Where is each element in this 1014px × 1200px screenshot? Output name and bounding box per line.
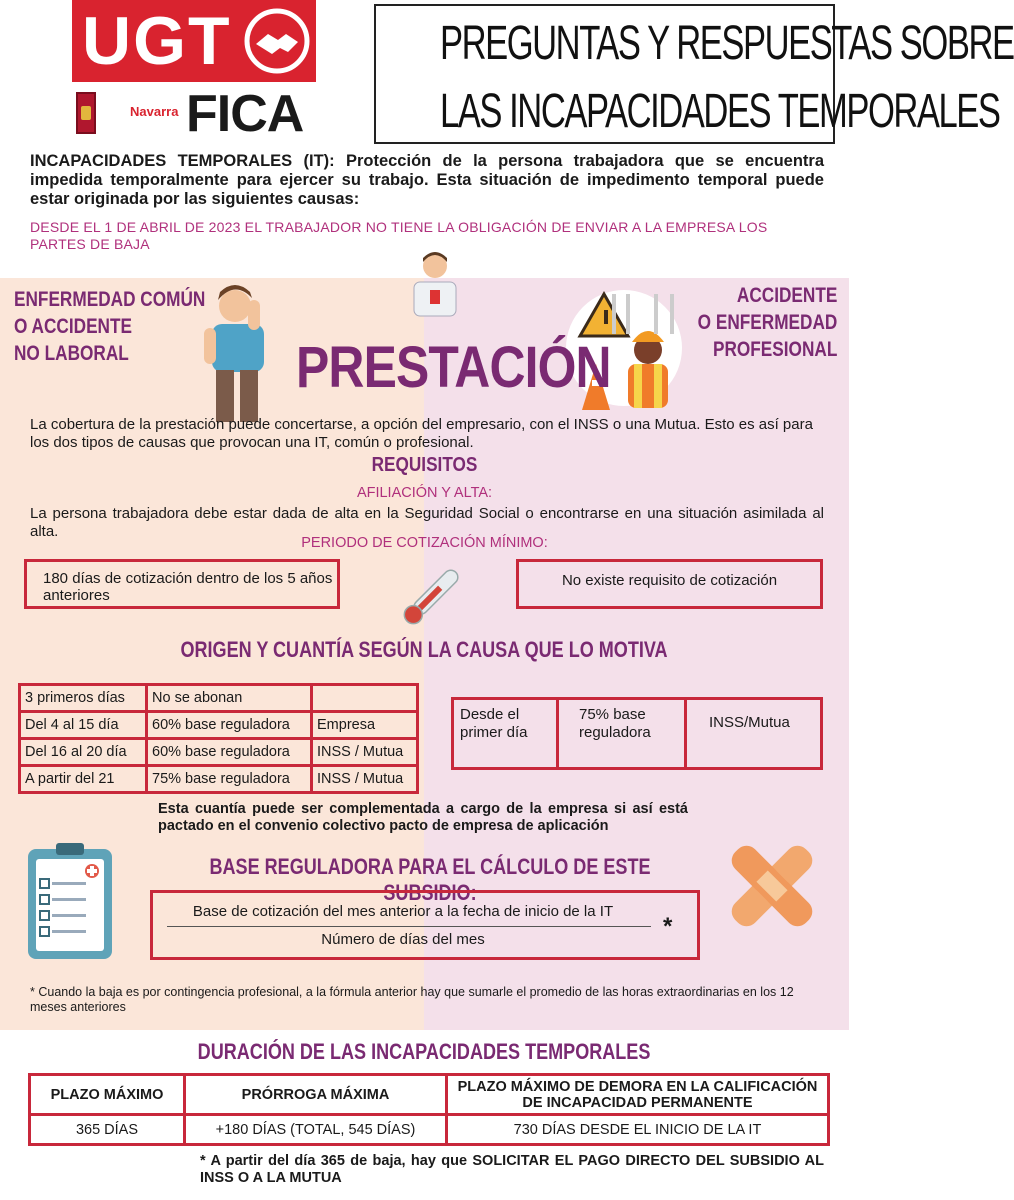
thermometer-icon [396,562,466,632]
periodo-right-text: No existe requisito de cotización [561,572,778,589]
afiliacion-label: AFILIACIÓN Y ALTA: [356,485,493,501]
cause-left-line: ENFERMEDAD COMÚN [14,288,206,311]
table-row [30,1115,829,1145]
table-cell: INSS/Mutua [686,699,822,769]
formula-box [150,890,700,960]
page-title-box [374,4,1014,144]
table-cell: Desde el primer día [453,699,558,769]
table-cell: No se abonan [147,685,312,712]
bandage-icon [722,836,822,936]
duracion-heading [0,1039,849,1065]
ugt-logo-text: UGT [82,3,232,79]
table-cell: Empresa [312,712,418,739]
table-cell: 730 DÍAS DESDE EL INICIO DE LA IT [447,1115,829,1145]
cuantia-common-table [18,683,419,794]
requisitos-heading [0,454,849,477]
ugt-logo [72,0,316,82]
table-cell: 3 primeros días [20,685,147,712]
table-row [20,739,418,766]
page-title-line1: PREGUNTAS Y RESPUESTAS SOBRE [439,17,1014,70]
table-cell: 60% base reguladora [147,739,312,766]
notice-text: DESDE EL 1 DE ABRIL DE 2023 EL TRABAJADOR NO TIENE LA OBLIGACIÓN DE ENVIAR A LA EMPRESA LOS PARTES DE BAJA [30,219,768,252]
navarra-label: Navarra [130,104,179,119]
handshake-icon [242,6,312,76]
navarra-flag-icon [76,92,96,134]
table-cell: Del 16 al 20 día [20,739,147,766]
table-row [20,712,418,739]
table-header-cell: PRÓRROGA MÁXIMA [185,1075,447,1115]
cause-left-line: O ACCIDENTE [14,315,133,338]
prestacion-title: PRESTACIÓN [296,335,611,400]
footnote-text: * Cuando la baja es por contingencia profesional, a la fórmula anterior hay que sumarle el promedio de las horas extraordinarias en los 12 meses anteriores [30,985,794,1014]
duracion-heading-text: DURACIÓN DE LAS INCAPACIDADES TEMPORALES [198,1039,651,1064]
cause-left-line: NO LABORAL [14,342,129,365]
table-cell: INSS / Mutua [312,766,418,793]
base-reguladora-heading-text: BASE REGULADORA PARA EL CÁLCULO DE ESTE SUBSIDIO: [209,854,651,905]
clipboard-icon [26,843,116,961]
fraction-line [167,926,651,927]
complement-text: Esta cuantía puede ser complementada a cargo de la empresa si así está pactado en el convenio colectivo pacto de empresa de aplicación [158,801,688,834]
table-header-cell: PLAZO MÁXIMO DE DEMORA EN LA CALIFICACIÓN DE INCAPACIDAD PERMANENTE [447,1075,829,1115]
fica-logo-text: FICA [186,85,304,143]
afiliacion-paragraph: La persona trabajadora debe estar dada de alta en la Seguridad Social o encontrarse en una situación asimilada al alta. [30,505,824,540]
cause-left-heading [14,286,205,367]
duracion-table [28,1073,830,1146]
table-row [453,699,822,769]
headache-person-icon [190,284,280,424]
formula-numerator: Base de cotización del mes anterior a la fecha de inicio de la IT [192,903,614,920]
periodo-left-text: 180 días de cotización dentro de los 5 años anteriores [43,570,333,604]
periodo-right-box [516,559,823,609]
cuantia-professional-table [451,697,823,770]
formula-denominator: Número de días del mes [321,931,485,948]
cobertura-paragraph: La cobertura de la prestación puede concertarse, a opción del empresario, con el INSS o una Mutua. Esto es así para los dos tipos de causas que provocan una IT, común o profesional. [30,416,813,451]
origen-heading-text: ORIGEN Y CUANTÍA SEGÚN LA CAUSA QUE LO MOTIVA [180,637,669,662]
periodo-left-box [24,559,340,609]
cause-right-line: PROFESIONAL [712,338,837,361]
table-row [20,766,418,793]
table-cell: 60% base reguladora [147,712,312,739]
table-cell: +180 DÍAS (TOTAL, 545 DÍAS) [185,1115,447,1145]
table-cell [312,685,418,712]
table-cell: 75% base reguladora [558,699,686,769]
table-row [20,685,418,712]
requisitos-heading-text: REQUISITOS [371,454,478,476]
table-header-cell: PLAZO MÁXIMO [30,1075,185,1115]
table-cell: Del 4 al 15 día [20,712,147,739]
origen-heading [0,637,849,663]
page-title-line2: LAS INCAPACIDADES TEMPORALES [439,85,1000,138]
cause-right-heading [697,282,837,363]
table-cell: A partir del 21 [20,766,147,793]
table-cell: INSS / Mutua [312,739,418,766]
periodo-label: PERIODO DE COTIZACIÓN MÍNIMO: [301,535,548,551]
formula-asterisk: * [663,913,673,940]
intro-paragraph: INCAPACIDADES TEMPORALES (IT): Protección de la persona trabajadora que se encuentra impedida temporalmente para ejercer su trabajo. Esta situación de impedimento temporal puede estar originada por las siguientes causas: [30,152,824,208]
doctor-icon [410,246,460,316]
duracion-note: * A partir del día 365 de baja, hay que SOLICITAR EL PAGO DIRECTO DEL SUBSIDIO AL INSS O A LA MUTUA [200,1153,824,1186]
table-header-row [30,1075,829,1115]
cause-right-line: ACCIDENTE [736,284,837,307]
table-cell: 365 DÍAS [30,1115,185,1145]
table-cell: 75% base reguladora [147,766,312,793]
cause-right-line: O ENFERMEDAD [697,311,837,334]
